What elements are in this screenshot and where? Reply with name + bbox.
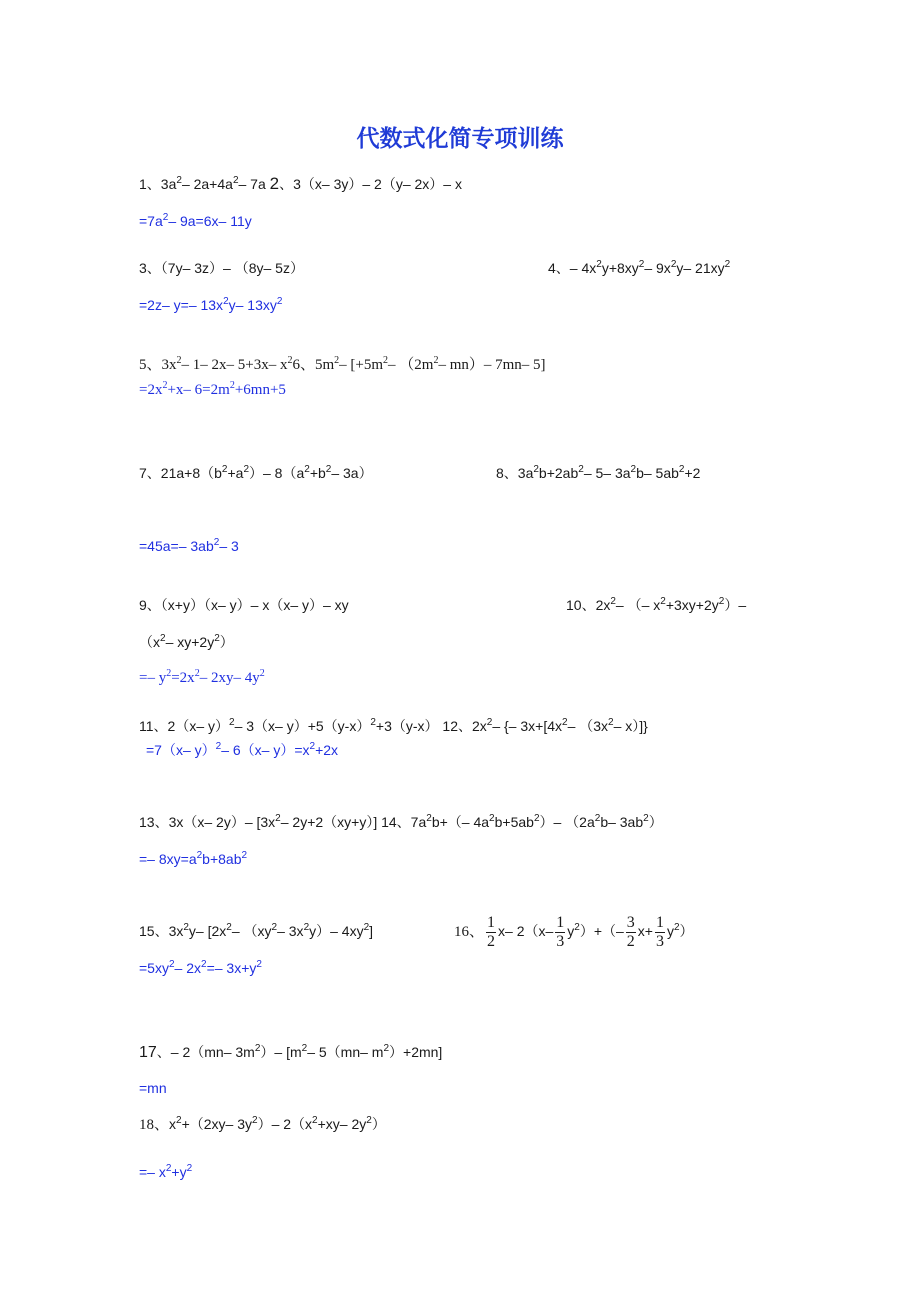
fraction-one-half: $\frac{1}{2}$ [487,913,496,950]
fraction-three-halves: $\frac{3}{2}$ [626,913,635,950]
problem-4: 4、– $4x^2y+8xy^2-$ $9x^2y-$ $21xy^2$ [548,259,731,276]
problem-17: 17、– 2（mn– $3m^2)-$ [$m^2-$ 5（mn– $m^2)+2mn$] [139,1043,443,1061]
problem-5-6: 5、$3x^2-$ 1– 2x– 5+3x– $x^26$、$5m^2-$ [$+5m^2-$ （$2m^2-$ mn）– 7mn– 5] [139,355,546,373]
answer-9-10: =– $y^2=2x^2-$ 2xy– $4y^2$ [139,668,265,686]
answer-3-4: =2z– y=– $13x^2y-$ $13xy^2$ [139,296,283,313]
answer-17: =mn [139,1080,167,1096]
problem-10-cont: （$x^2-$ $xy+2y^2$） [139,633,234,650]
problem-11-12: 11、2（x– y）$^2$– 3（x– $y)+5(y-x)^2+3(y-x)$ 12、$2x^2-$ {– $3x+[4x^2-$ （$3x^2-$ x）]} [139,717,648,734]
answer-7-8: =45a=– $3ab^2-$ 3 [139,537,239,554]
problem-9: 9、（x+y）（x– y）– x（x– y）– xy [139,597,349,613]
problem-13-14: 13、3x（x– 2y）– [$3x^2-$ 2y+2（xy+y）] 14、$7a^2b+(-$ $4a^2b+5ab^2)-$ （$2a^2b-$ $3ab^2$） [139,813,663,830]
fraction-one-third: $\frac{1}{3}$ [556,913,565,950]
answer-18: =– $x^2+y^2$ [139,1163,193,1180]
answer-15-16: $=5xy^2-$ $2x^2=-$ $3x+y^2$ [139,959,262,976]
problem-10: 10、$2x^2-$ （– $x^2+3xy+2y^2)-$ [566,596,747,613]
problem-1-2: 1、$3a^2-$ $2a+4a^2-$ 7a 2、3（x– 3y）– 2（y– 2x）– x [139,174,462,193]
problem-18: 18、$x^2+(2xy-$ $3y^2)-$ $2(x^2+xy-$ $2y^2$） [139,1115,386,1133]
problem-8: 8、$3a^2b+2ab^2-$ 5– $3a^2b-$ $5ab^2+2$ [496,464,701,481]
problem-15: 15、$3x^2y-$ [$2x^2-$ （$xy^2-$ $3x^2y)-$ $4xy^2$] [139,922,374,939]
fraction-one-third-b: $\frac{1}{3}$ [655,913,664,950]
answer-5-6: $=2x^2+x-$ $6=2m^2+6mn+5$ [139,380,286,398]
problem-3: 3、（7y– 3z）– （8y– 5z） [139,260,304,276]
answer-11-12: =7（x– y）$^2$– 6（x– $y)=x^2+2x$ [146,741,339,758]
answer-1-2: $=7a^2-$ 9a=6x– 11y [139,212,252,229]
problem-16: 16、 $\frac{1}{2}$ x– 2（x– $\frac{1}{3}$ $y^2)+(-$ $\frac{3}{2}$ x+ $\frac{1}{3}$ $y^2$） [454,913,694,950]
problem-7: 7、$21a+8(b^2+a^2)-$ $8(a^2+b^2-$ 3a） [139,464,373,481]
page-title: 代数式化简专项训练 [356,126,564,152]
answer-13-14: =– $8xy=a^2b+8ab^2$ [139,850,248,867]
